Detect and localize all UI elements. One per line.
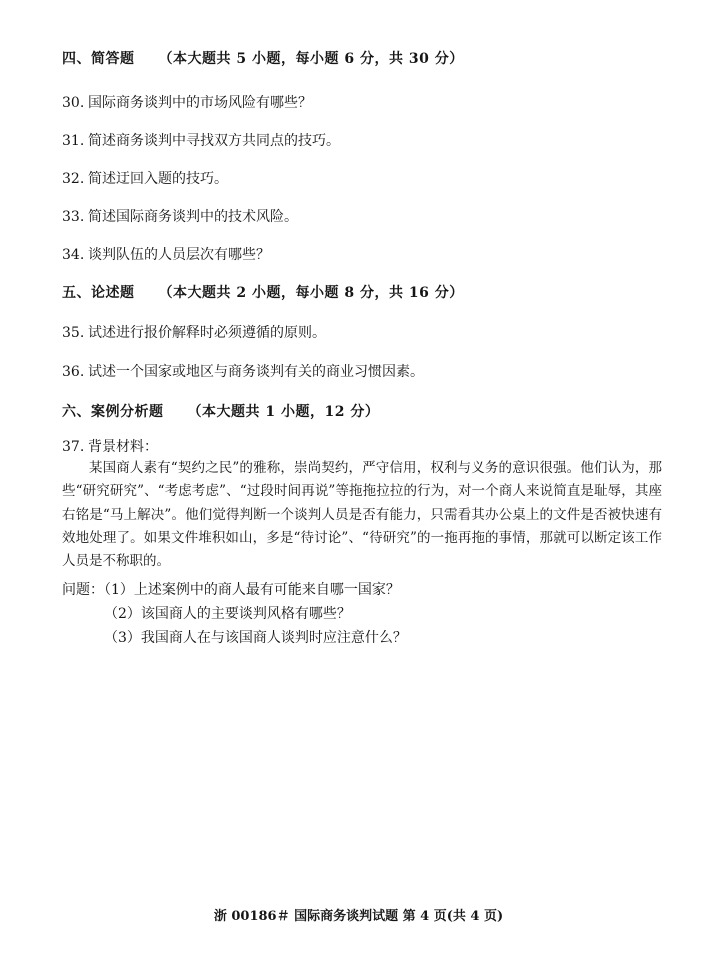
question-number: 33. [62,209,85,225]
sub-question-text: （2）该国商人的主要谈判风格有哪些？ [104,606,351,622]
section-note: （本大题共 1 小题，12 分） [187,404,380,420]
questions-label: 问题： [62,582,104,598]
question-number: 31. [62,133,85,149]
question-number: 30. [62,95,85,111]
section-heading-short-answer [62,48,464,68]
question-34 [62,244,270,264]
question-33 [62,206,298,226]
background-label: 背景材料： [88,439,158,455]
question-32 [62,168,228,188]
question-number: 34. [62,247,85,263]
question-number: 36. [62,364,85,380]
question-text: 试述进行报价解释时必须遵循的原则。 [88,325,326,341]
question-number: 37. [62,439,85,455]
question-text: 简述迂回入题的技巧。 [88,171,228,187]
question-31 [62,130,340,150]
section-title: 六、案例分析题 [62,404,164,420]
question-35 [62,322,326,342]
question-number: 32. [62,171,85,187]
question-number: 35. [62,325,85,341]
question-text: 试述一个国家或地区与商务谈判有关的商业习惯因素。 [88,364,424,380]
section-heading-essay [62,282,464,302]
case-question-1 [62,579,400,599]
question-37 [62,436,158,456]
sub-question-text: （3）我国商人在与该国商人谈判时应注意什么？ [104,630,407,646]
question-text: 简述商务谈判中寻找双方共同点的技巧。 [88,133,340,149]
case-material [62,457,662,573]
sub-question-text: （1）上述案例中的商人最有可能来自哪一国家？ [104,582,400,598]
question-30 [62,92,312,112]
case-question-2 [104,603,351,623]
question-text: 国际商务谈判中的市场风险有哪些？ [88,95,312,111]
section-note: （本大题共 2 小题，每小题 8 分，共 16 分） [158,285,464,301]
question-36 [62,361,424,381]
section-title: 四、简答题 [62,51,135,67]
case-question-3 [104,627,407,647]
section-heading-case-analysis [62,401,379,421]
page-footer: 浙 00186＃ 国际商务谈判试题 第 4 页(共 4 页) [213,909,504,924]
section-title: 五、论述题 [62,285,135,301]
question-text: 谈判队伍的人员层次有哪些？ [88,247,270,263]
question-text: 简述国际商务谈判中的技术风险。 [88,209,298,225]
section-note: （本大题共 5 小题，每小题 6 分，共 30 分） [158,51,464,67]
case-text: 某国商人素有“契约之民”的雅称，崇尚契约，严守信用，权利与义务的意识很强。他们认为，那些“研究研究”、“考虑考虑”、“过段时间再说”等拖拖拉拉的行为，对一个商人来说简直是耻辱，其座右铭是“马上解决”。他们觉得判断一个谈判人员是否有能力，只需看其办公桌上的文件是否被快速有效地处理了。如果文件堆积如山，多是“待讨论”、“待研究”的一拖再拖的事情，那就可以断定该工作人员是不称职的。 [62,460,662,570]
